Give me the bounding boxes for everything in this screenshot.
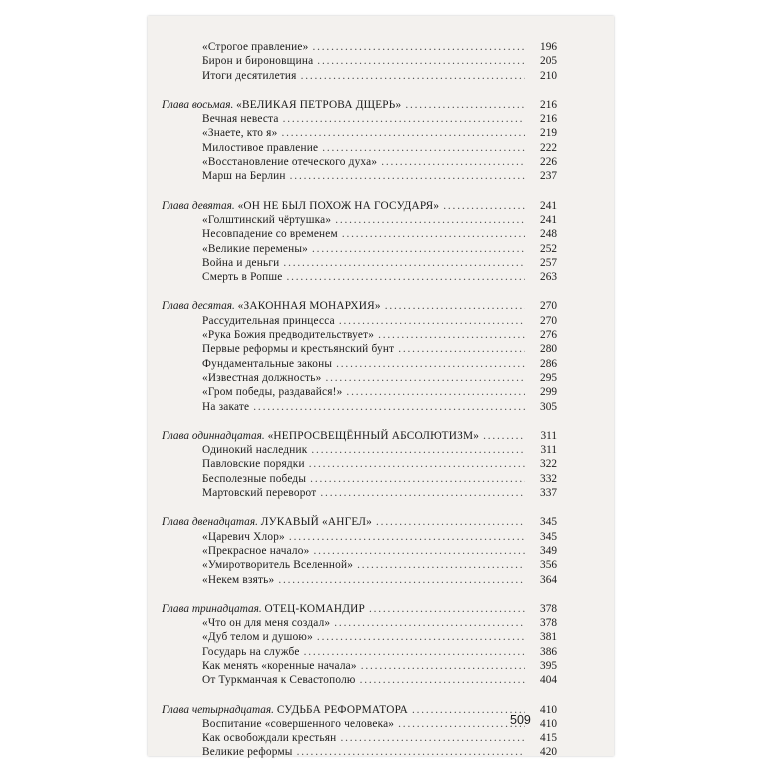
- page-ref: 205: [540, 55, 557, 68]
- dot-leader: [360, 673, 525, 687]
- section-entry[interactable]: [162, 328, 557, 342]
- section-entry[interactable]: [162, 155, 557, 169]
- section-entry[interactable]: [162, 673, 557, 687]
- entry-text: [202, 673, 356, 687]
- section-title: «Умиротворитель Вселенной»: [202, 559, 354, 572]
- chapter-prefix: Глава тринадцатая.: [162, 602, 262, 615]
- page-ref: 364: [540, 573, 557, 586]
- entry-text: [202, 400, 249, 414]
- section-title: Государь на службе: [202, 645, 300, 658]
- dot-leader: [289, 530, 525, 544]
- entry-text: [202, 40, 308, 54]
- section-entry[interactable]: [162, 141, 557, 155]
- section-entry[interactable]: [162, 558, 557, 572]
- section-title: Одинокий наследник: [202, 444, 308, 457]
- page-ref: 263: [540, 271, 557, 284]
- dot-leader: [317, 630, 525, 644]
- entry-text: [202, 616, 330, 630]
- section-entry[interactable]: [162, 573, 557, 587]
- dot-leader: [398, 717, 525, 731]
- section-entry[interactable]: [162, 314, 557, 328]
- page-ref: 415: [540, 732, 557, 745]
- section-entry[interactable]: [162, 745, 557, 759]
- entry-text: [202, 155, 377, 169]
- section-title: Война и деньги: [202, 256, 280, 269]
- page-ref: 305: [540, 400, 557, 413]
- entry-text: [202, 342, 394, 356]
- entry-text: [162, 429, 479, 443]
- dot-leader: [278, 573, 525, 587]
- section-title: Как освобождали крестьян: [202, 732, 337, 745]
- section-title: Как менять «коренные начала»: [202, 659, 357, 672]
- page-ref: 356: [540, 559, 557, 572]
- section-spacer: [162, 587, 557, 602]
- section-entry[interactable]: [162, 717, 557, 731]
- section-entry[interactable]: [162, 544, 557, 558]
- page-number: 509: [510, 713, 531, 727]
- section-entry[interactable]: [162, 126, 557, 140]
- page-ref: 311: [540, 444, 557, 457]
- chapter-title: «ЗАКОННАЯ МОНАРХИЯ»: [237, 300, 381, 313]
- section-spacer: [162, 184, 557, 199]
- dot-leader: [297, 745, 525, 759]
- entry-text: [202, 256, 279, 270]
- dot-leader: [283, 256, 525, 270]
- entry-text: [202, 54, 313, 68]
- section-title: «Некем взять»: [202, 573, 275, 586]
- section-title: Бирон и бироновщина: [202, 55, 314, 68]
- section-title: Мартовский переворот: [202, 487, 317, 500]
- dot-leader: [378, 328, 525, 342]
- section-title: «Голштинский чёртушка»: [202, 213, 332, 226]
- chapter-entry[interactable]: [162, 199, 557, 213]
- entry-text: [202, 112, 279, 126]
- section-title: Милостивое правление: [202, 141, 319, 154]
- page-ref: 345: [540, 530, 557, 543]
- page-ref: 404: [540, 674, 557, 687]
- section-entry[interactable]: [162, 40, 557, 54]
- dot-leader: [334, 616, 525, 630]
- page-ref: 345: [540, 516, 557, 529]
- section-entry[interactable]: [162, 400, 557, 414]
- dot-leader: [339, 314, 525, 328]
- section-entry[interactable]: [162, 242, 557, 256]
- chapter-prefix: Глава десятая.: [162, 300, 235, 313]
- page-ref: 322: [540, 458, 557, 471]
- page-ref: 349: [540, 544, 557, 557]
- entry-text: [202, 731, 336, 745]
- section-entry[interactable]: [162, 169, 557, 183]
- entry-text: [202, 227, 338, 241]
- page-ref: 410: [540, 703, 557, 716]
- page-ref: 241: [540, 213, 557, 226]
- entry-text: [202, 486, 316, 500]
- chapter-title: ЛУКАВЫЙ «АНГЕЛ»: [260, 516, 373, 529]
- chapter-entry[interactable]: [162, 299, 557, 313]
- dot-leader: [304, 645, 525, 659]
- section-title: «Великие перемены»: [202, 242, 309, 255]
- entry-text: [162, 299, 381, 313]
- page-ref: 226: [540, 156, 557, 169]
- section-title: «Прекрасное начало»: [202, 544, 310, 557]
- dot-leader: [335, 213, 525, 227]
- page-ref: 395: [540, 659, 557, 672]
- section-entry[interactable]: [162, 270, 557, 284]
- section-entry[interactable]: [162, 256, 557, 270]
- section-title: «Царевич Хлор»: [202, 530, 285, 543]
- dot-leader: [317, 54, 525, 68]
- page-ref: 378: [540, 617, 557, 630]
- entry-text: [202, 457, 305, 471]
- section-title: Марш на Берлин: [202, 170, 286, 183]
- section-entry[interactable]: [162, 659, 557, 673]
- entry-text: [202, 630, 313, 644]
- section-title: Великие реформы: [202, 746, 293, 759]
- page-ref: 241: [540, 199, 557, 212]
- page-ref: 210: [540, 69, 557, 82]
- page-ref: 270: [540, 300, 557, 313]
- page-ref: 410: [540, 717, 557, 730]
- section-entry[interactable]: [162, 342, 557, 356]
- section-title: «Гром победы, раздавайся!»: [202, 386, 343, 399]
- chapter-prefix: Глава восьмая.: [162, 98, 234, 111]
- dot-leader: [286, 270, 525, 284]
- dot-leader: [342, 227, 525, 241]
- section-entry[interactable]: [162, 630, 557, 644]
- section-entry[interactable]: [162, 371, 557, 385]
- dot-leader: [398, 342, 525, 356]
- section-title: Итоги десятилетия: [202, 69, 297, 82]
- page-ref: 332: [540, 472, 557, 485]
- section-title: На закате: [202, 400, 250, 413]
- dot-leader: [311, 443, 525, 457]
- section-title: «Известная должность»: [202, 371, 322, 384]
- entry-text: [202, 357, 332, 371]
- dot-leader: [443, 199, 525, 213]
- dot-leader: [405, 98, 525, 112]
- dot-leader: [310, 472, 525, 486]
- chapter-title: «ОН НЕ БЫЛ ПОХОЖ НА ГОСУДАРЯ»: [237, 199, 440, 212]
- chapter-title: «ВЕЛИКАЯ ПЕТРОВА ДЩЕРЬ»: [236, 98, 402, 111]
- entry-text: [162, 98, 401, 112]
- entry-text: [162, 515, 372, 529]
- section-entry[interactable]: [162, 472, 557, 486]
- section-spacer: [162, 83, 557, 98]
- dot-leader: [483, 429, 525, 443]
- chapter-entry[interactable]: [162, 602, 557, 616]
- page-ref: 295: [540, 371, 557, 384]
- chapter-prefix: Глава одиннадцатая.: [162, 429, 265, 442]
- section-entry[interactable]: [162, 357, 557, 371]
- section-title: Фундаментальные законы: [202, 357, 333, 370]
- entry-text: [202, 645, 300, 659]
- section-title: «Рука Божия предводительствует»: [202, 329, 375, 342]
- page-ref: 237: [540, 170, 557, 183]
- dot-leader: [322, 141, 525, 155]
- entry-text: [162, 602, 365, 616]
- page-ref: 311: [540, 429, 557, 442]
- dot-leader: [346, 385, 525, 399]
- section-title: Смерть в Ропше: [202, 271, 283, 284]
- dot-leader: [340, 731, 525, 745]
- chapter-entry[interactable]: [162, 429, 557, 443]
- entry-text: [202, 717, 394, 731]
- section-entry[interactable]: [162, 530, 557, 544]
- dot-leader: [301, 69, 525, 83]
- entry-text: [202, 472, 306, 486]
- page-ref: 248: [540, 228, 557, 241]
- section-entry[interactable]: [162, 227, 557, 241]
- entry-text: [202, 659, 357, 673]
- section-title: Вечная невеста: [202, 113, 279, 126]
- dot-leader: [376, 515, 525, 529]
- section-title: Несовпадение со временем: [202, 228, 338, 241]
- dot-leader: [283, 112, 525, 126]
- dot-leader: [253, 400, 525, 414]
- page-ref: 280: [540, 343, 557, 356]
- entry-text: [202, 530, 285, 544]
- dot-leader: [385, 299, 525, 313]
- page-ref: 252: [540, 242, 557, 255]
- section-title: «Дуб телом и душою»: [202, 631, 313, 644]
- entry-text: [202, 385, 342, 399]
- section-title: Павловские порядки: [202, 458, 305, 471]
- section-title: Рассудительная принцесса: [202, 314, 335, 327]
- section-entry[interactable]: [162, 486, 557, 500]
- section-title: Воспитание «совершенного человека»: [202, 717, 395, 730]
- dot-leader: [325, 371, 525, 385]
- page-ref: 381: [540, 631, 557, 644]
- chapter-title: «НЕПРОСВЕЩЁННЫЙ АБСОЛЮТИЗМ»: [267, 429, 480, 442]
- section-title: «Восстановление отеческого духа»: [202, 156, 378, 169]
- chapter-entry[interactable]: [162, 703, 557, 717]
- section-spacer: [162, 500, 557, 515]
- page-ref: 337: [540, 487, 557, 500]
- dot-leader: [412, 703, 525, 717]
- dot-leader: [361, 659, 525, 673]
- dot-leader: [290, 169, 525, 183]
- dot-leader: [336, 357, 525, 371]
- section-entry[interactable]: [162, 112, 557, 126]
- entry-text: [202, 126, 277, 140]
- entry-text: [202, 213, 331, 227]
- entry-text: [202, 573, 274, 587]
- entry-text: [162, 199, 439, 213]
- entry-text: [202, 69, 297, 83]
- page-ref: 378: [540, 602, 557, 615]
- section-title: Бесполезные победы: [202, 472, 307, 485]
- section-spacer: [162, 284, 557, 299]
- entry-text: [202, 169, 286, 183]
- page-ref: 196: [540, 41, 557, 53]
- section-title: «Строгое правление»: [202, 41, 309, 53]
- entry-text: [162, 703, 408, 717]
- dot-leader: [309, 457, 525, 471]
- section-title: Первые реформы и крестьянский бунт: [202, 343, 395, 356]
- section-entry[interactable]: [162, 457, 557, 471]
- page-ref: 222: [540, 141, 557, 154]
- dot-leader: [313, 544, 525, 558]
- section-title: «Что он для меня создал»: [202, 617, 331, 630]
- section-entry[interactable]: [162, 443, 557, 457]
- section-spacer: [162, 414, 557, 429]
- entry-text: [202, 242, 308, 256]
- entry-text: [202, 371, 321, 385]
- page-ref: 286: [540, 357, 557, 370]
- dot-leader: [369, 602, 525, 616]
- section-entry[interactable]: [162, 54, 557, 68]
- page-ref: 216: [540, 98, 557, 111]
- section-entry[interactable]: [162, 731, 557, 745]
- page-ref: 420: [540, 746, 557, 759]
- entry-text: [202, 745, 293, 759]
- dot-leader: [320, 486, 525, 500]
- dot-leader: [381, 155, 525, 169]
- chapter-title: ОТЕЦ-КОМАНДИР: [264, 602, 365, 615]
- page-ref: 257: [540, 256, 557, 269]
- chapter-entry[interactable]: [162, 98, 557, 112]
- chapter-prefix: Глава девятая.: [162, 199, 235, 212]
- table-of-contents: [162, 40, 557, 760]
- page-ref: 270: [540, 314, 557, 327]
- entry-text: [202, 443, 307, 457]
- dot-leader: [357, 558, 525, 572]
- page-ref: 276: [540, 329, 557, 342]
- entry-text: [202, 558, 353, 572]
- page-ref: 216: [540, 113, 557, 126]
- chapter-prefix: Глава четырнадцатая.: [162, 703, 274, 716]
- dot-leader: [281, 126, 525, 140]
- section-title: От Туркманчая к Севастополю: [202, 674, 356, 687]
- entry-text: [202, 544, 309, 558]
- entry-text: [202, 328, 374, 342]
- entry-text: [202, 141, 318, 155]
- page-ref: 219: [540, 127, 557, 140]
- entry-text: [202, 314, 335, 328]
- section-spacer: [162, 688, 557, 703]
- section-entry[interactable]: [162, 385, 557, 399]
- dot-leader: [312, 40, 525, 54]
- section-entry[interactable]: [162, 645, 557, 659]
- dot-leader: [312, 242, 525, 256]
- chapter-entry[interactable]: [162, 515, 557, 529]
- section-entry[interactable]: [162, 213, 557, 227]
- page-ref: 386: [540, 645, 557, 658]
- entry-text: [202, 270, 282, 284]
- section-title: «Знаете, кто я»: [202, 127, 278, 140]
- chapter-prefix: Глава двенадцатая.: [162, 516, 258, 529]
- chapter-title: СУДЬБА РЕФОРМАТОРА: [276, 703, 408, 716]
- section-entry[interactable]: [162, 616, 557, 630]
- page-ref: 299: [540, 386, 557, 399]
- section-entry[interactable]: [162, 69, 557, 83]
